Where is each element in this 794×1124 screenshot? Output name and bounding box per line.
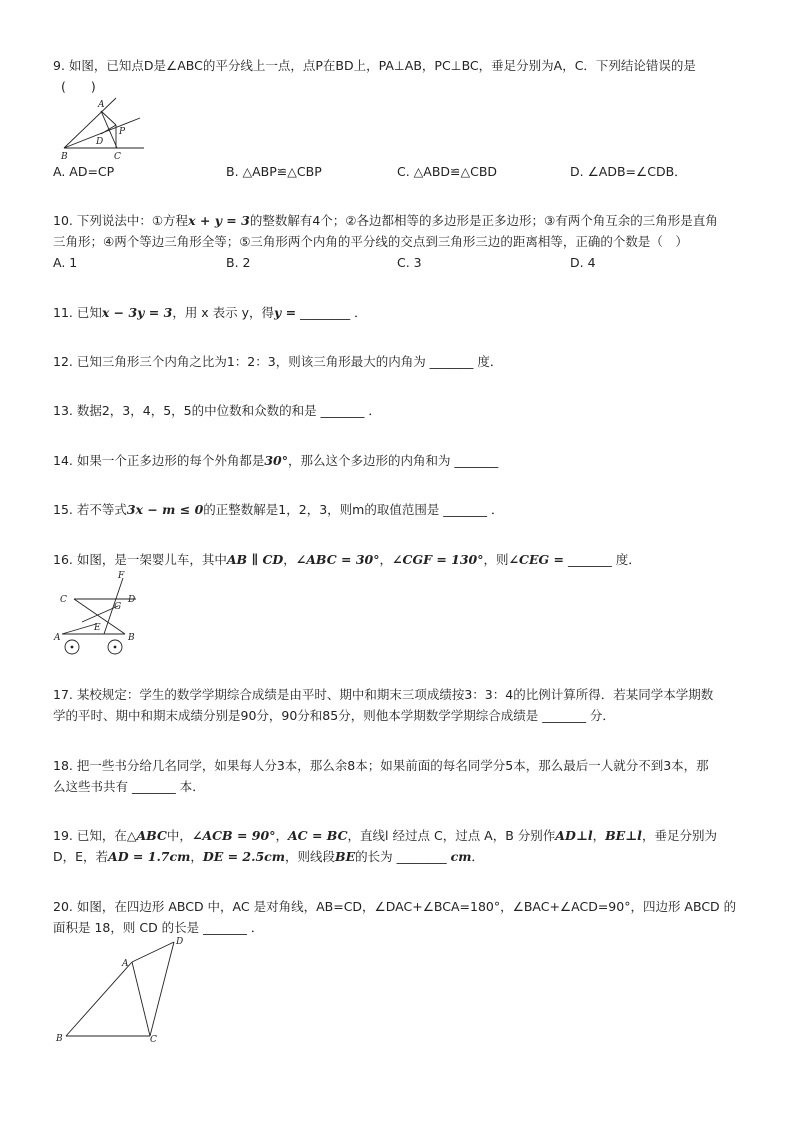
question-10 [53,210,743,272]
q19-text: ，垂足分别为 [641,828,717,843]
q20-label-b: B [56,1034,63,1044]
q20-figure [52,934,192,1046]
q19-math: cm [450,849,472,864]
q10-line2: 三角形；④两个等边三角形全等；⑤三角形两个内角的平分线的交点到三角形三边的距离相等，正确的个数是（ ） [53,234,688,249]
q18-line1: 18. 把一些书分给几名同学，如果每人分3本，那么余8本；如果前面的每名同学分5本，那么最后一人就分不到3本，那 [53,758,709,773]
question-19 [53,825,743,867]
q9-paren: ( ) [61,79,96,94]
q19-math: BE⊥l [605,828,642,843]
question-15 [53,499,743,520]
q14-text: ，那么这个多边形的内角和为 _______ [288,453,499,468]
q19-math: AC = BC [287,828,348,843]
q16-label-d: D [128,595,136,605]
q11-math: x − 3y = 3 [101,305,173,320]
q16-math: ∠CGF = 130° [392,552,484,567]
q19-text: ， [592,828,606,843]
q11-text: 11. 已知 [53,305,102,320]
q16-label-c: C [60,595,67,605]
q11-text: ，用 x 表示 y，得 [172,305,275,320]
q10-text: 10. 下列说法中：①方程 [53,213,189,228]
q16-text: ，则 [483,552,509,567]
q19-text: ，直线l 经过点 C，过点 A，B 分别作 [347,828,556,843]
question-20 [53,896,743,938]
question-9 [53,55,743,97]
q10-option-b[interactable]: B. 2 [226,255,251,270]
q19-math: BE [335,849,356,864]
q14-text: 14. 如果一个正多边形的每个外角都是 [53,453,265,468]
q20-label-a: A [122,959,129,969]
q9-stem: 9. 如图，已知点D是∠ABC的平分线上一点，点P在BD上，PA⊥AB，PC⊥BC，垂足分别为A，C．下列结论错误的是 [53,58,696,73]
q16-math: ∠ABC = 30° [295,552,380,567]
question-11 [53,302,743,323]
q20-label-c: C [150,1035,157,1045]
q16-text: ， [283,552,296,567]
question-18 [53,755,743,797]
q10-math: x + y = 3 [188,213,250,228]
q17-line2: 学的平时、期中和期末成绩分别是90分，90分和85分，则他本学期数学学期综合成绩是 _______ 分． [53,708,615,723]
q19-text: ，则线段 [285,849,336,864]
q9-label-p: P [119,127,126,137]
q17-line1: 17. 某校规定：学生的数学学期综合成绩是由平时、期中和期末三项成绩按3：3：4的比例计算所得．若某同学本学期数 [53,687,714,702]
q10-text: 的整数解有4个；②各边都相等的多边形是正多边形；③有两个角互余的三角形是直角 [249,213,718,228]
q15-text: 的正整数解是1，2，3，则m的取值范围是 _______ ． [203,502,504,517]
q10-option-a[interactable]: A. 1 [53,255,78,270]
q16-text: ， [379,552,393,567]
question-13: 13. 数据2，3，4，5，5的中位数和众数的和是 _______ ． [53,403,381,418]
question-17 [53,684,743,726]
q19-text: 19. 已知，在△ [53,828,137,843]
q20-label-d: D [176,937,184,947]
q19-text: ， [275,828,288,843]
question-16 [53,549,743,570]
q11-blank[interactable]: ________ ． [300,305,367,320]
q9-option-a[interactable]: A. AD=CP [53,164,115,179]
question-12: 12. 已知三角形三个内角之比为1：2：3，则该三角形最大的内角为 _______ 度． [53,354,503,369]
q11-math: y = [274,305,297,320]
q10-option-d[interactable]: D. 4 [570,255,596,270]
q16-label-f: F [118,571,125,581]
q19-math: DE = 2.5cm [202,849,285,864]
q19-math: ABC [136,828,167,843]
q19-blank[interactable]: 的长为 ________ [355,849,447,864]
q9-option-c[interactable]: C. △ABD≌△CBD [397,164,498,179]
q14-math: 30° [264,453,289,468]
q9-label-b: B [61,152,68,162]
question-14 [53,450,743,471]
q9-option-d[interactable]: D. ∠ADB=∠CDB． [570,164,687,179]
q16-label-e: E [94,623,101,633]
q18-line2: 么这些书共有 _______ 本． [53,779,205,794]
q15-math: 3x − m ≤ 0 [126,502,204,517]
q20-line2: 面积是 18，则 CD 的长是 _______ ． [53,920,264,935]
q20-line1: 20. 如图，在四边形 ABCD 中，AC 是对角线，AB=CD，∠DAC+∠BCA=180°，∠BAC+∠ACD=90°，四边形 ABCD 的 [53,899,737,914]
q16-math: AB ∥ CD [226,552,284,567]
q15-text: 15. 若不等式 [53,502,127,517]
q19-text: D，E，若 [53,849,109,864]
q9-options [53,161,743,181]
q9-label-a: A [98,100,105,110]
q16-label-b: B [128,633,135,643]
q19-text: ． [471,849,484,864]
q9-figure [58,96,150,162]
q9-label-c: C [114,152,121,162]
q10-option-c[interactable]: C. 3 [397,255,422,270]
q16-figure [52,566,144,660]
q9-option-b[interactable]: B. △ABP≌△CBP [226,164,322,179]
q19-math: ∠ACB = 90° [191,828,276,843]
q16-math: ∠CEG = [508,552,564,567]
q19-math: AD = 1.7cm [108,849,191,864]
q16-text: 16. 如图，是一架婴儿车，其中 [53,552,227,567]
q19-text: ， [190,849,203,864]
q16-blank[interactable]: _______ 度． [567,552,641,567]
q19-math: AD⊥l [555,828,593,843]
q16-label-a: A [54,633,61,643]
q16-label-g: G [114,602,122,612]
q9-label-d: D [96,137,104,147]
q19-text: 中， [166,828,192,843]
